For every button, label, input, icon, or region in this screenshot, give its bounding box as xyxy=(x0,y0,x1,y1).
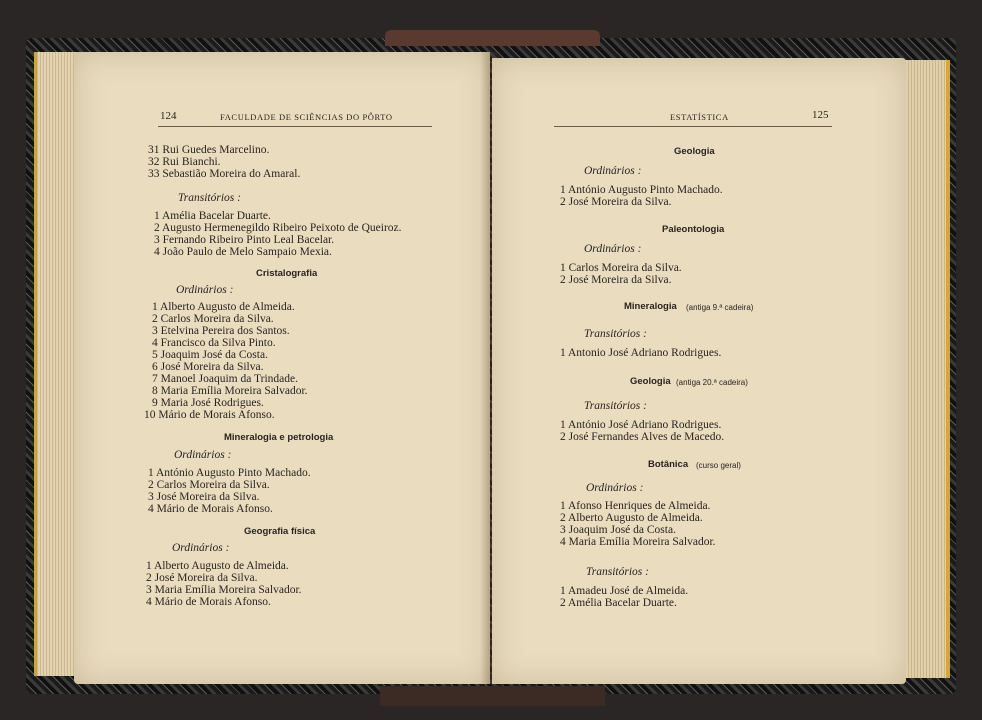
category-label: Ordinários : xyxy=(176,284,234,296)
list-item: 3 Joaquim José da Costa. xyxy=(560,524,676,536)
list-item: 6 José Moreira da Silva. xyxy=(152,361,264,373)
list-item: 2 José Moreira da Silva. xyxy=(146,572,258,584)
category-label: Ordinários : xyxy=(174,449,232,461)
list-item: 1 Afonso Henriques de Almeida. xyxy=(560,500,711,512)
list-item: 8 Maria Emília Moreira Salvador. xyxy=(152,385,308,397)
section-note: (antiga 9.ª cadeira) xyxy=(686,303,754,312)
list-item: 3 Maria Emília Moreira Salvador. xyxy=(146,584,302,596)
book-spine-bottom xyxy=(380,686,605,706)
list-item: 32 Rui Bianchi. xyxy=(148,156,221,168)
category-label: Ordinários : xyxy=(584,165,642,177)
list-item: 31 Rui Guedes Marcelino. xyxy=(148,144,270,156)
section-heading: Geografia física xyxy=(244,526,316,537)
list-item: 3 Fernando Ribeiro Pinto Leal Bacelar. xyxy=(154,234,335,246)
list-item: 4 Francisco da Silva Pinto. xyxy=(152,337,276,349)
section-heading: Paleontologia xyxy=(662,224,725,235)
list-item: 1 António Augusto Pinto Machado. xyxy=(148,467,311,479)
list-item: 10 Mário de Morais Afonso. xyxy=(144,409,275,421)
category-label: Transitórios : xyxy=(178,192,241,204)
page-number: 124 xyxy=(160,110,177,122)
list-item: 2 José Moreira da Silva. xyxy=(560,196,672,208)
category-label: Ordinários : xyxy=(172,542,230,554)
list-item: 2 Carlos Moreira da Silva. xyxy=(152,313,274,325)
section-note: (antiga 20.ª cadeira) xyxy=(676,378,748,387)
list-item: 1 Alberto Augusto de Almeida. xyxy=(152,301,295,313)
list-item: 2 Augusto Hermenegildo Ribeiro Peixoto de Queiroz. xyxy=(154,222,402,234)
section-heading: Botânica xyxy=(648,459,689,470)
list-item: 4 João Paulo de Melo Sampaio Mexia. xyxy=(154,246,332,258)
list-item: 5 Joaquim José da Costa. xyxy=(152,349,268,361)
section-heading: Cristalografia xyxy=(256,268,318,279)
list-item: 4 Maria Emília Moreira Salvador. xyxy=(560,536,716,548)
list-item: 1 António José Adriano Rodrigues. xyxy=(560,419,722,431)
list-item: 1 Carlos Moreira da Silva. xyxy=(560,262,682,274)
list-item: 2 Alberto Augusto de Almeida. xyxy=(560,512,703,524)
list-item: 33 Sebastião Moreira do Amaral. xyxy=(148,168,301,180)
list-item: 9 Maria José Rodrigues. xyxy=(152,397,264,409)
right-page-edges xyxy=(900,60,950,678)
list-item: 1 Amadeu José de Almeida. xyxy=(560,585,689,597)
list-item: 4 Mário de Morais Afonso. xyxy=(146,596,271,608)
section-heading: Mineralogia xyxy=(624,301,677,312)
header-rule xyxy=(554,126,832,127)
running-head: ESTATÍSTICA xyxy=(670,112,729,122)
section-heading: Geologia xyxy=(674,146,715,157)
header-rule xyxy=(158,126,432,127)
section-note: (curso geral) xyxy=(696,461,741,470)
list-item: 1 Amélia Bacelar Duarte. xyxy=(154,210,271,222)
section-heading: Geologia xyxy=(630,376,671,387)
list-item: 7 Manoel Joaquim da Trindade. xyxy=(152,373,298,385)
list-item: 4 Mário de Morais Afonso. xyxy=(148,503,273,515)
list-item: 2 José Fernandes Alves de Macedo. xyxy=(560,431,725,443)
running-head: FACULDADE DE SCIÊNCIAS DO PÔRTO xyxy=(220,112,393,122)
category-label: Transitórios : xyxy=(584,400,647,412)
list-item: 2 José Moreira da Silva. xyxy=(560,274,672,286)
list-item: 3 Etelvina Pereira dos Santos. xyxy=(152,325,290,337)
category-label: Ordinários : xyxy=(584,243,642,255)
list-item: 2 Carlos Moreira da Silva. xyxy=(148,479,270,491)
section-heading: Mineralogia e petrologia xyxy=(224,432,334,443)
list-item: 1 Antonio José Adriano Rodrigues. xyxy=(560,347,722,359)
page-number: 125 xyxy=(812,109,829,121)
right-page xyxy=(492,58,906,684)
category-label: Transitórios : xyxy=(586,566,649,578)
list-item: 2 Amélia Bacelar Duarte. xyxy=(560,597,677,609)
category-label: Transitórios : xyxy=(584,328,647,340)
book-spine-top xyxy=(385,30,600,46)
category-label: Ordinários : xyxy=(586,482,644,494)
list-item: 3 José Moreira da Silva. xyxy=(148,491,260,503)
list-item: 1 Alberto Augusto de Almeida. xyxy=(146,560,289,572)
list-item: 1 António Augusto Pinto Machado. xyxy=(560,184,723,196)
left-page xyxy=(74,52,490,684)
